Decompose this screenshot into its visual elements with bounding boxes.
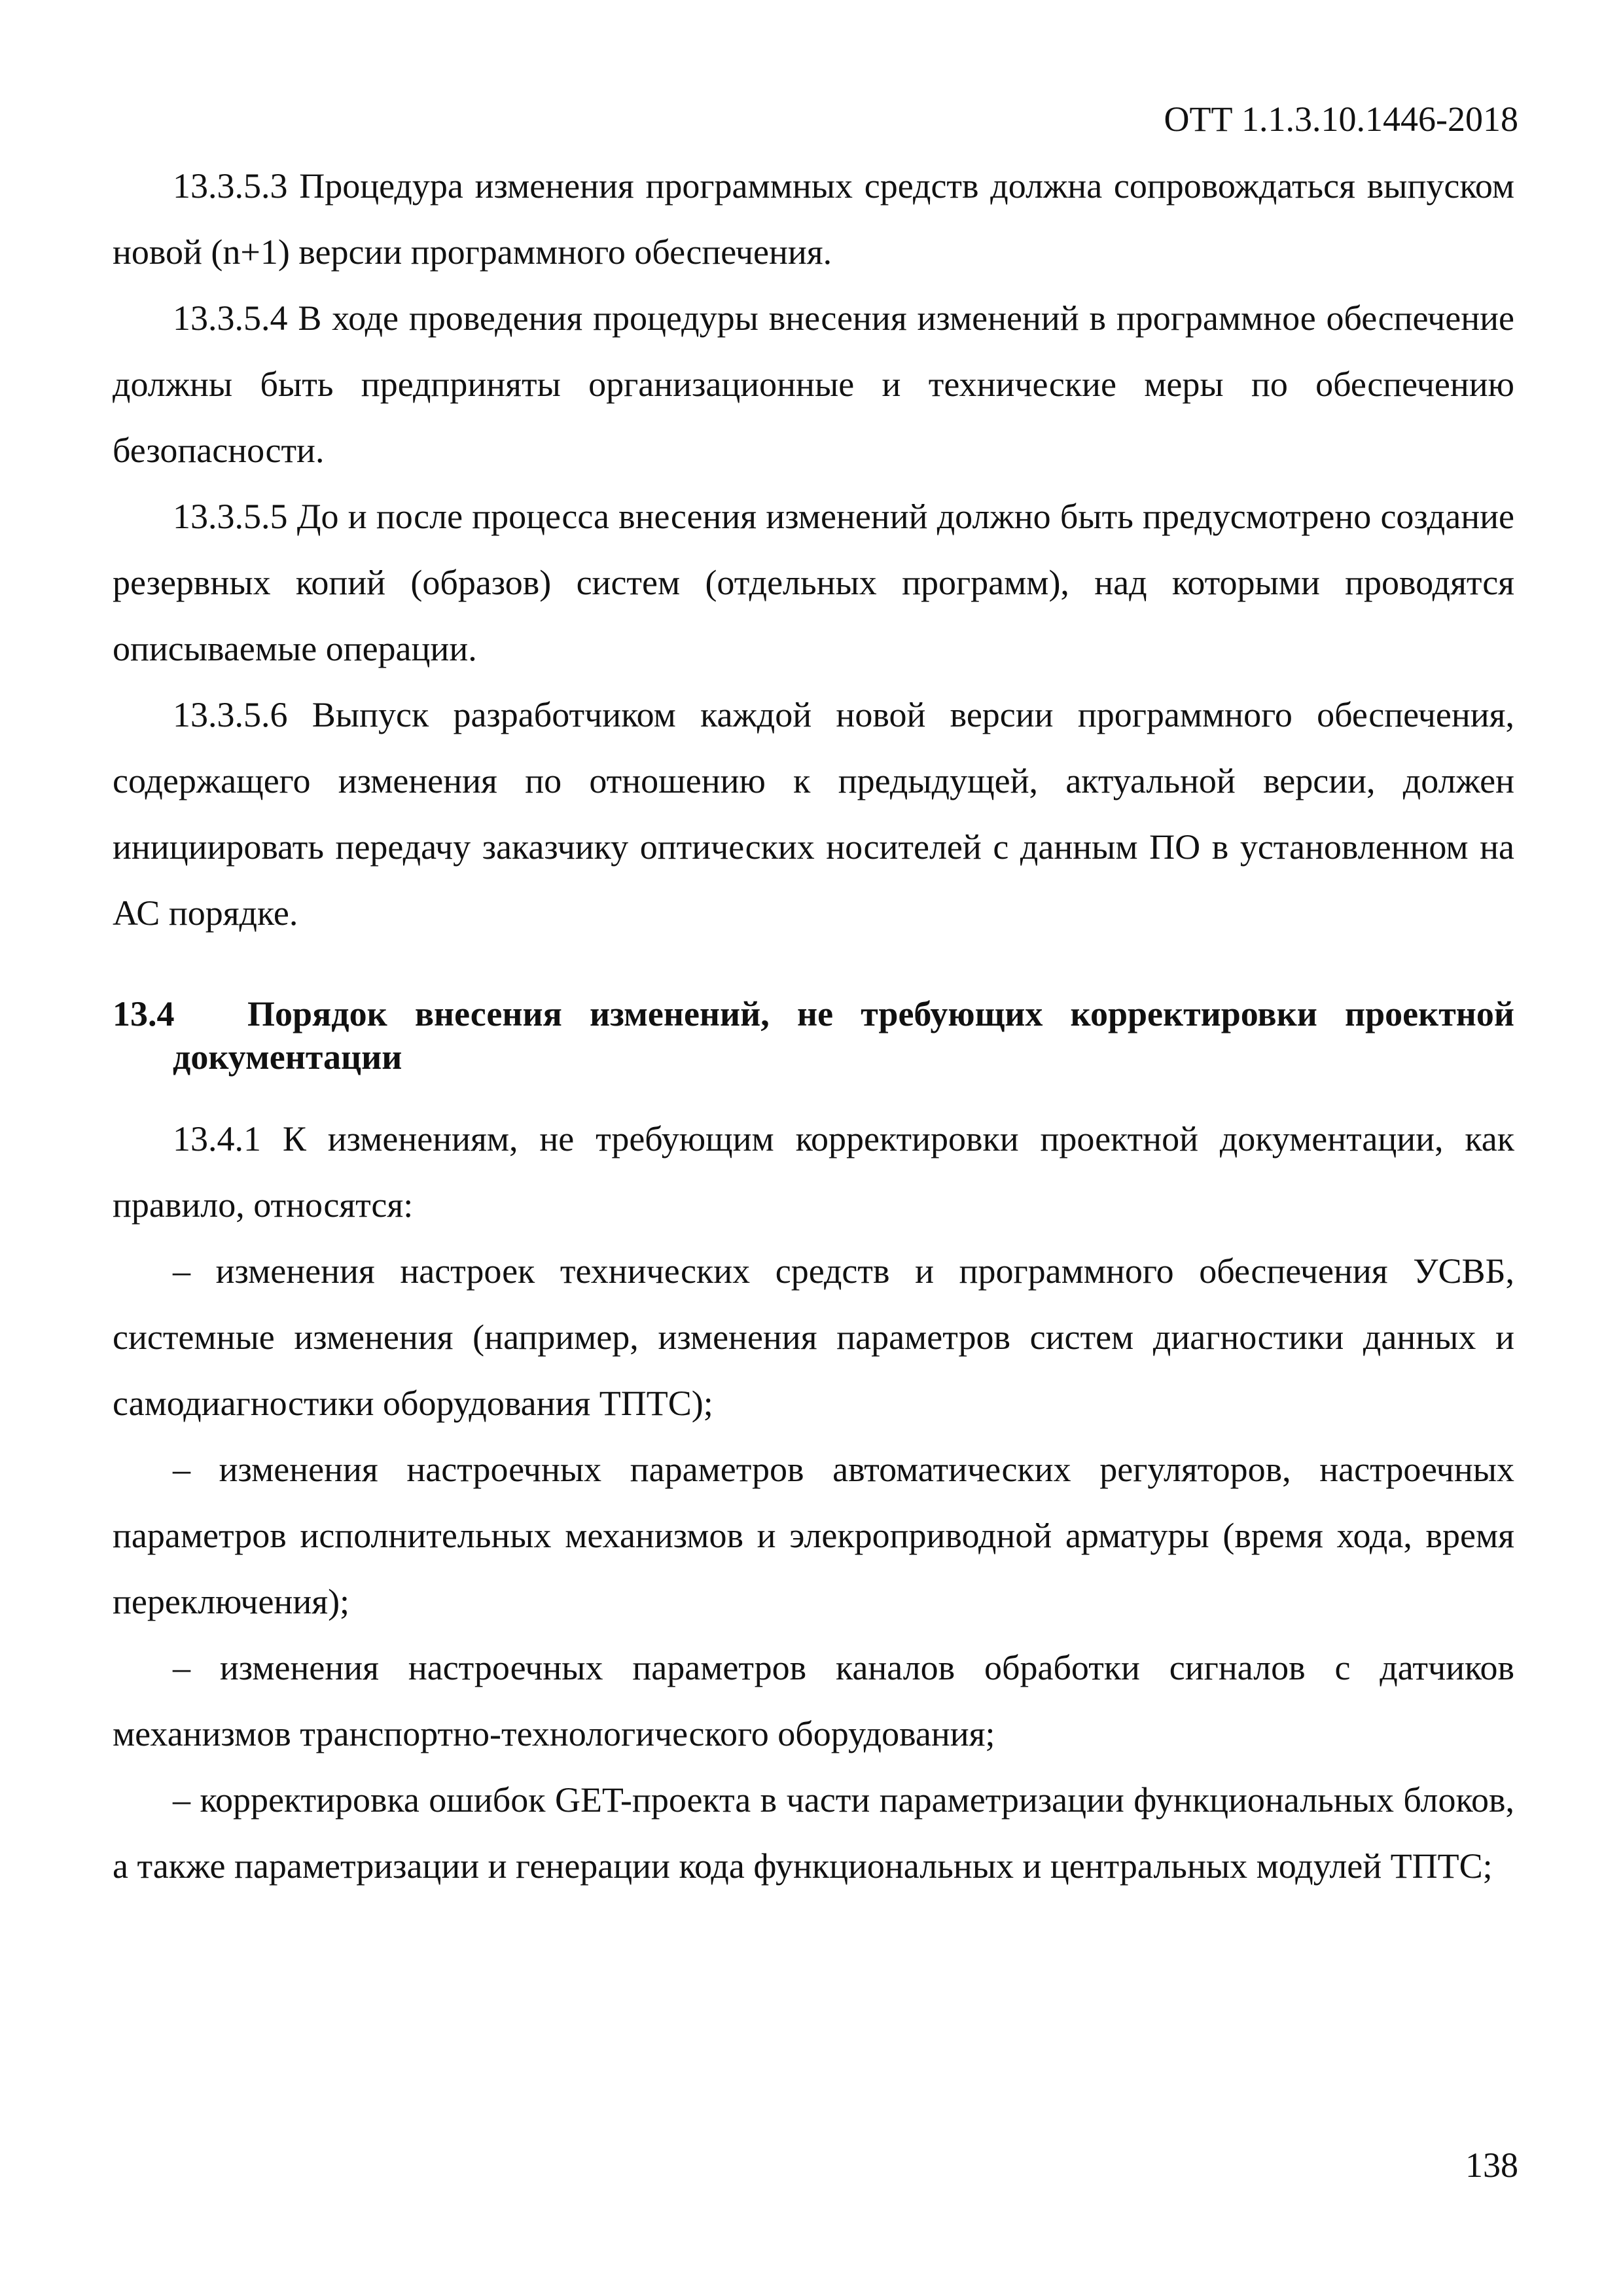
list-item-settings-changes: – изменения настроек технических средств и программного обеспечения УСВБ, системные изменения (например, изменения параметров систем диагностики данных и самодиагностики оборудования ТПТС); [113, 1251, 1514, 1423]
list-item-regulator-parameters: – изменения настроечных параметров автоматических регуляторов, настроечных параметров исполнительных механизмов и элекроприводной арматуры (время хода, время переключения); [113, 1450, 1514, 1621]
paragraph-13-3-5-6: 13.3.5.6 Выпуск разработчиком каждой новой версии программного обеспечения, содержащего изменения по отношению к предыдущей, актуальной версии, должен инициировать передачу заказчику оптических носителей с данным ПО в установленном на АС порядке. [113, 695, 1514, 933]
document-body [113, 153, 1514, 1899]
section-number: 13.4 [113, 994, 175, 1033]
page-number: 138 [1465, 2145, 1518, 2185]
paragraph-13-3-5-5: 13.3.5.5 До и после процесса внесения изменений должно быть предусмотрено создание резервных копий (образов) систем (отдельных программ), над которыми проводятся описываемые операции. [113, 497, 1514, 668]
list-item-signal-channels: – изменения настроечных параметров каналов обработки сигналов с датчиков механизмов транспортно-технологического оборудования; [113, 1648, 1514, 1753]
paragraph-13-4-1: 13.4.1 К изменениям, не требующим корректировки проектной документации, как правило, относятся: [113, 1119, 1514, 1225]
paragraph-13-3-5-3: 13.3.5.3 Процедура изменения программных средств должна сопровождаться выпуском новой (n+1) версии программного обеспечения. [113, 166, 1514, 272]
list-item-get-project-errors: – корректировка ошибок GET-проекта в части параметризации функциональных блоков, а также параметризации и генерации кода функциональных и центральных модулей ТПТС; [113, 1780, 1514, 1886]
document-code: ОТТ 1.1.3.10.1446-2018 [1164, 99, 1518, 139]
paragraph-13-3-5-4: 13.3.5.4 В ходе проведения процедуры внесения изменений в программное обеспечение должны быть предприняты организационные и технические меры по обеспечению безопасности. [113, 298, 1514, 470]
section-title: Порядок внесения изменений, не требующих корректировки проектной документации [173, 994, 1514, 1077]
section-heading-13-4 [113, 992, 1514, 1079]
